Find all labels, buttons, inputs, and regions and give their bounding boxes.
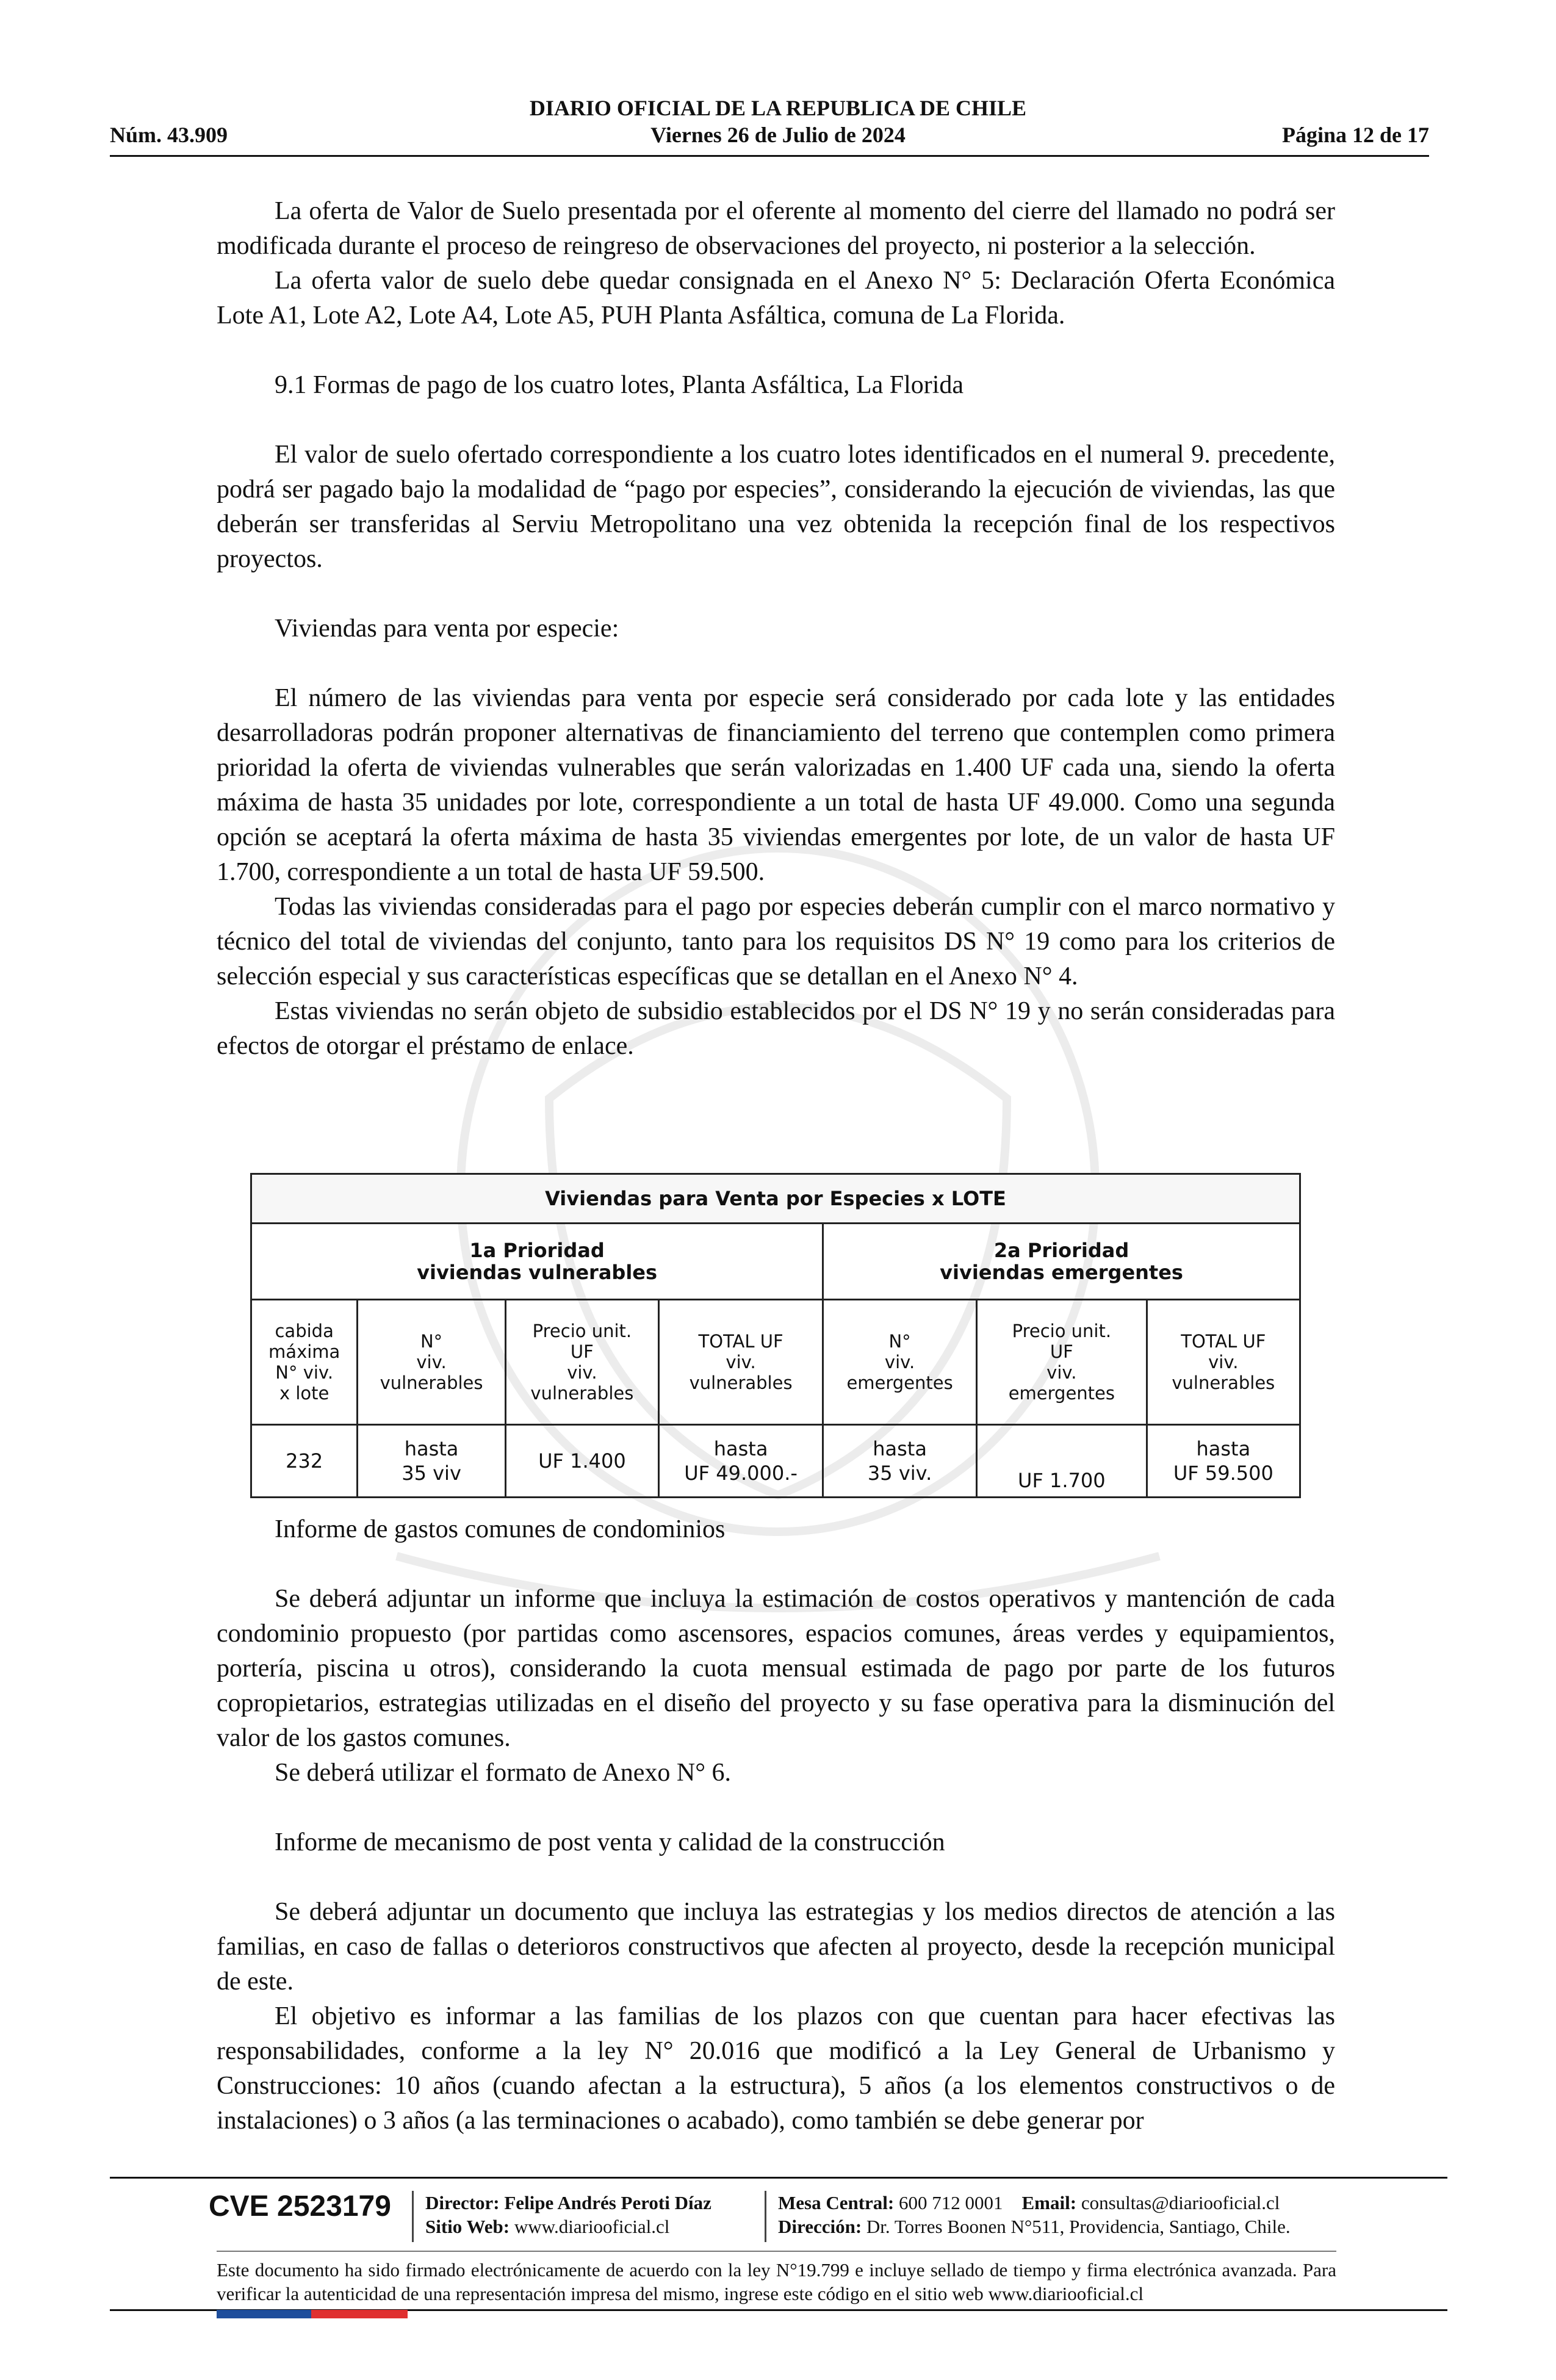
web-label: Sitio Web: [425, 2216, 510, 2237]
email-link[interactable]: consultas@diariooficial.cl [1081, 2192, 1280, 2213]
flag-stripe-blue [217, 2310, 311, 2318]
paragraph: El número de las viviendas para venta por especie será considerado por cada lote y las entidades desarrolladoras podrán proponer alternativas de financiamiento del terreno que contemplen como primera prioridad la oferta de viviendas vulnerables que serán valorizadas en 1.400 UF cada una, siendo la oferta máxima de hasta 35 unidades por lote, correspondiente a un total de hasta UF 49.000. Como una segunda opción se aceptará la oferta máxima de hasta 35 viviendas emergentes por lote, de un valor de hasta UF 1.700, correspondiente a un total de hasta UF 59.500. [217, 684, 1335, 886]
mesa-label: Mesa Central: [778, 2192, 895, 2213]
subheading-gastos-comunes: Informe de gastos comunes de condominios [275, 1515, 726, 1543]
paragraph: Se deberá utilizar el formato de Anexo N° 6. [275, 1759, 732, 1787]
director-name: Felipe Andrés Peroti Díaz [504, 2192, 711, 2213]
website-link[interactable]: www.diariooficial.cl [514, 2216, 670, 2237]
column-header: cabida máxima N° viv. x lote [251, 1300, 358, 1425]
legal-note: Este documento ha sido firmado electrónicamente de acuerdo con la ley N°19.799 e incluye sellado de tiempo y firma electrónica avanzada. Para verificar la autenticidad de una representación impresa del mismo, ingrese este código en el sitio web www.diariooficial.cl [217, 2259, 1336, 2304]
footer-contact-block [778, 2191, 1291, 2238]
footer-separator [412, 2191, 414, 2242]
priority-2-header: 2a Prioridad viviendas emergentes [823, 1224, 1300, 1300]
column-header: TOTAL UF viv. vulnerables [1147, 1300, 1300, 1425]
footer-rule-top [110, 2177, 1447, 2179]
column-header: TOTAL UF viv. vulnerables [659, 1300, 823, 1425]
page-number: Página 12 de 17 [1281, 123, 1429, 147]
viviendas-table [250, 1173, 1301, 1498]
table-cell: hasta 35 viv [358, 1425, 505, 1498]
flag-stripe-red [311, 2310, 408, 2318]
table-cell: hasta UF 59.500 [1147, 1425, 1300, 1498]
paragraph: Todas las viviendas consideradas para el pago por especies deberán cumplir con el marco normativo y técnico del total de viviendas del conjunto, tanto para los requisitos DS N° 19 como para los criterios de selección especial y sus características específicas que se detallan en el Anexo N° 4. [217, 893, 1335, 990]
paragraph: La oferta de Valor de Suelo presentada por el oferente al momento del cierre del llamado no podrá ser modificada durante el proceso de reingreso de observaciones del proyecto, ni posterior a la selección. [217, 197, 1335, 260]
section-heading-9-1: 9.1 Formas de pago de los cuatro lotes, Planta Asfáltica, La Florida [275, 371, 964, 399]
publication-title: DIARIO OFICIAL DE LA REPUBLICA DE CHILE [529, 96, 1027, 120]
footer-director-block [425, 2191, 711, 2238]
subheading-post-venta: Informe de mecanismo de post venta y calidad de la construcción [275, 1828, 945, 1856]
director-label: Director: [425, 2192, 500, 2213]
table-cell: UF 1.400 [505, 1425, 658, 1498]
address-label: Dirección: [778, 2216, 862, 2237]
body-block-2 [217, 1512, 1335, 2138]
table-cell: UF 1.700 [977, 1425, 1147, 1498]
column-header: N° viv. emergentes [823, 1300, 977, 1425]
subheading-viviendas: Viviendas para venta por especie: [275, 615, 619, 643]
table-cell: 232 [251, 1425, 358, 1498]
cve-code: CVE 2523179 [209, 2190, 391, 2223]
column-header: Precio unit. UF viv. vulnerables [505, 1300, 658, 1425]
paragraph: El objetivo es informar a las familias de los plazos con que cuentan para hacer efectivas las responsabilidades, conforme a la ley N° 20.016 que modificó a la Ley General de Urbanismo y Construcciones: 10 años (cuando afectan a la estructura), 5 años (a los elementos constructivos o de instalaciones) o 3 años (a las terminaciones o acabado), como también se debe generar por [217, 2002, 1335, 2135]
column-header: N° viv. vulnerables [358, 1300, 505, 1425]
paragraph: Se deberá adjuntar un documento que incluya las estrategias y los medios directos de atención a las familias, en caso de fallas o deterioros constructivos que afecten al proyecto, desde la recepción municipal de este. [217, 1898, 1335, 1996]
address-text: Dr. Torres Boonen N°511, Providencia, Santiago, Chile. [866, 2216, 1291, 2237]
table-cell: hasta 35 viv. [823, 1425, 977, 1498]
paragraph: El valor de suelo ofertado correspondiente a los cuatro lotes identificados en el numeral 9. precedente, podrá ser pagado bajo la modalidad de “pago por especies”, considerando la ejecución de viviendas, las que deberán ser transferidas al Serviu Metropolitano una vez obtenida la recepción final de los respectivos proyectos. [217, 441, 1335, 573]
body-block-1 [217, 194, 1335, 1064]
table-title: Viviendas para Venta por Especies x LOTE [251, 1174, 1300, 1224]
footer-separator [765, 2191, 766, 2242]
column-header: Precio unit. UF viv. emergentes [977, 1300, 1147, 1425]
table-cell: hasta UF 49.000.- [659, 1425, 823, 1498]
issue-number: Núm. 43.909 [110, 123, 228, 147]
paragraph: Estas viviendas no serán objeto de subsidio establecidos por el DS N° 19 y no serán consideradas para efectos de otorgar el préstamo de enlace. [217, 997, 1335, 1060]
paragraph: La oferta valor de suelo debe quedar consignada en el Anexo N° 5: Declaración Oferta Económica Lote A1, Lote A2, Lote A4, Lote A5, PUH Planta Asfáltica, comuna de La Florida. [217, 267, 1335, 330]
issue-date: Viernes 26 de Julio de 2024 [650, 123, 906, 147]
paragraph: Se deberá adjuntar un informe que incluya la estimación de costos operativos y mantención de cada condominio propuesto (por partidas como ascensores, espacios comunes, áreas verdes y equipamientos, portería, piscina u otros), considerando la cuota mensual estimada de pago por parte de los futuros copropietarios, estrategias utilizadas en el diseño del proyecto y su fase operativa para la disminución del valor de los gastos comunes. [217, 1585, 1335, 1752]
header-rule [110, 155, 1429, 157]
footer-rule-inner [217, 2251, 1336, 2252]
email-label: Email: [1021, 2192, 1077, 2213]
priority-1-header: 1a Prioridad viviendas vulnerables [251, 1224, 823, 1300]
mesa-phone: 600 712 0001 [899, 2192, 1003, 2213]
